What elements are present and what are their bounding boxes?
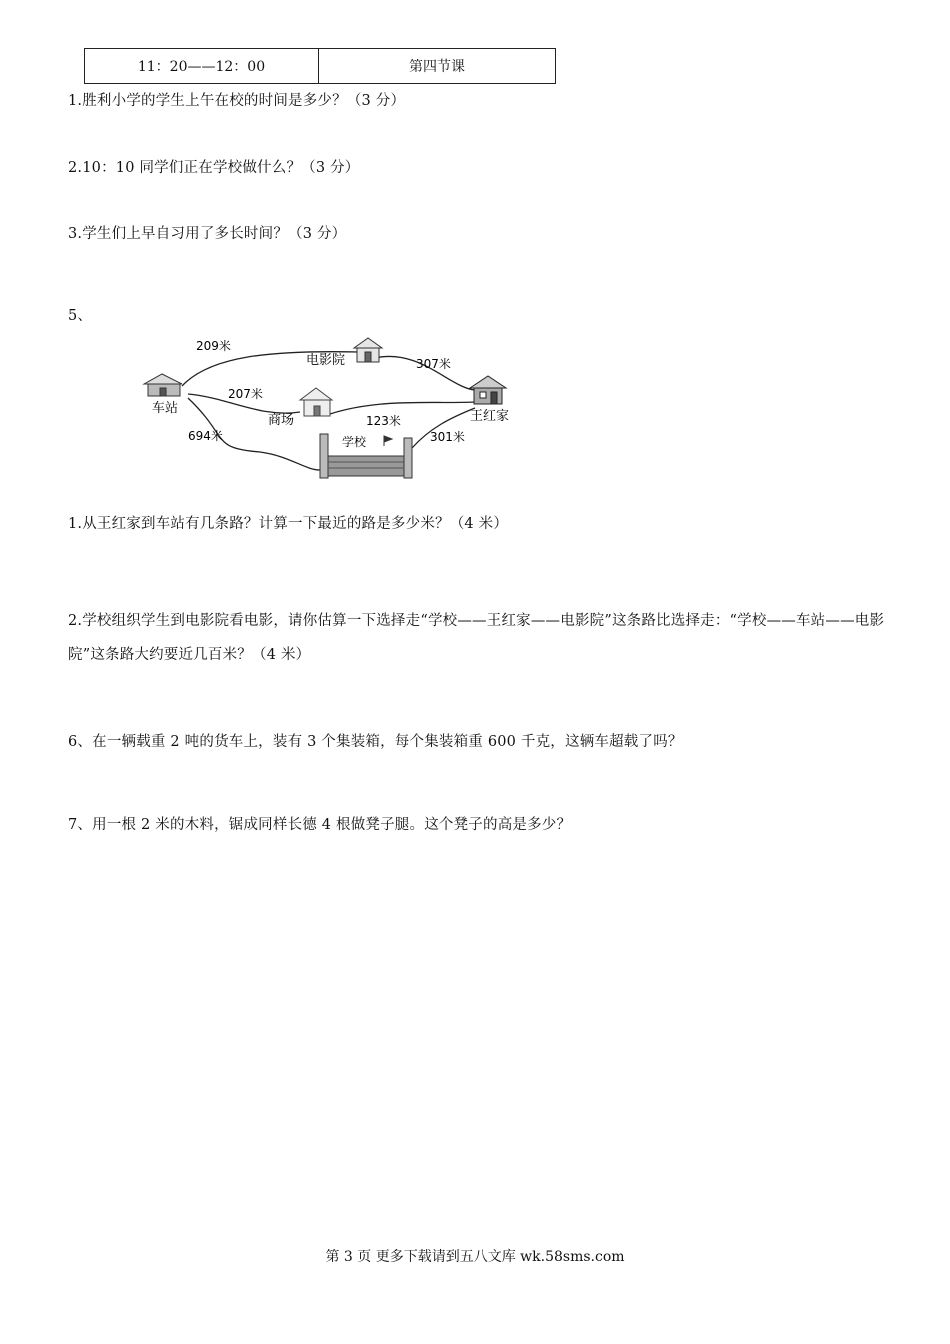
schedule-table — [84, 48, 556, 84]
cinema-building-icon — [354, 338, 382, 362]
road-mall-home — [330, 402, 475, 414]
route-map — [130, 328, 530, 488]
schedule-time-cell: 11：20——12：00 — [85, 49, 319, 84]
question-4-3: 3.学生们上早自习用了多长时间？（3 分） — [68, 226, 347, 242]
distance-station-school: 694米 — [188, 429, 223, 443]
distance-mall-home: 123米 — [366, 414, 401, 428]
station-building-icon — [144, 374, 182, 396]
map-label-cinema: 电影院 — [306, 353, 346, 368]
question-5-2: 2.学校组织学生到电影院看电影，请你估算一下选择走“学校——王红家——电影院”这条路比选择走：“学校——车站——电影院”这条路大约要近几百米？（4 米） — [68, 613, 885, 663]
map-label-school: 学校 — [342, 435, 367, 449]
map-label-home: 王红家 — [470, 409, 510, 424]
question-5-number: 5、 — [68, 308, 93, 324]
mall-building-icon — [300, 388, 332, 416]
question-5-1: 1.从王红家到车站有几条路？计算一下最近的路是多少米？（4 米） — [68, 516, 509, 532]
distance-station-mall: 207米 — [228, 387, 263, 401]
map-label-mall: 商场 — [268, 413, 295, 428]
question-6: 6、在一辆载重 2 吨的货车上，装有 3 个集装箱，每个集装箱重 600 千克，这辆车超载了吗？ — [68, 734, 683, 750]
map-label-station: 车站 — [152, 401, 179, 416]
distance-school-home: 301米 — [430, 430, 465, 444]
question-4-2: 2.10：10 同学们正在学校做什么？（3 分） — [68, 160, 360, 176]
question-4-1: 1.胜利小学的学生上午在校的时间是多少？（3 分） — [68, 93, 406, 109]
page-footer: 第 3 页 更多下载请到五八文库 wk.58sms.com — [325, 1249, 625, 1265]
schedule-lesson-cell: 第四节课 — [319, 49, 556, 84]
table-row — [85, 49, 556, 84]
distance-station-cinema: 209米 — [196, 339, 231, 353]
distance-cinema-home: 307米 — [416, 357, 451, 371]
home-building-icon — [470, 376, 506, 404]
question-7: 7、用一根 2 米的木料，锯成同样长德 4 根做凳子腿。这个凳子的高是多少？ — [68, 817, 572, 833]
